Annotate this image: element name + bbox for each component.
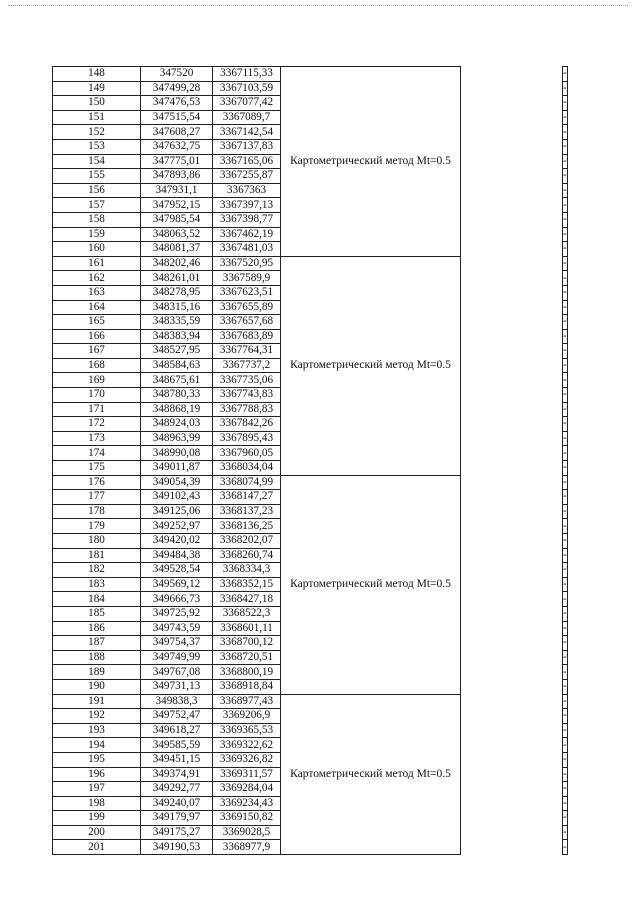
x-coordinate-cell: 348202,46 (141, 256, 213, 271)
column-gap (461, 752, 563, 767)
point-number-cell: 196 (53, 767, 141, 782)
column-gap (461, 81, 563, 96)
x-coordinate-cell: 348963,99 (141, 431, 213, 446)
note-cell: - (563, 563, 567, 576)
note-cell: - (563, 402, 567, 415)
note-cell: - (563, 607, 567, 620)
y-coordinate-cell: 3367481,03 (213, 242, 281, 257)
note-cell: - (563, 811, 567, 824)
y-coordinate-cell: 3367895,43 (213, 431, 281, 446)
point-number-cell: 168 (53, 358, 141, 373)
column-gap (461, 96, 563, 111)
column-gap (461, 431, 563, 446)
point-number-cell: 161 (53, 256, 141, 271)
y-coordinate-cell: 3369365,53 (213, 723, 281, 738)
x-coordinate-cell: 349484,38 (141, 548, 213, 563)
column-gap (461, 606, 563, 621)
point-number-cell: 164 (53, 300, 141, 315)
x-coordinate-cell: 349754,37 (141, 636, 213, 651)
point-number-cell: 165 (53, 315, 141, 330)
note-cell: - (563, 373, 567, 386)
method-cell: Картометрический метод Mt=0.5 (281, 694, 461, 855)
note-cell: - (563, 198, 567, 211)
column-gap (461, 67, 563, 82)
point-number-cell: 149 (53, 81, 141, 96)
column-gap (461, 650, 563, 665)
note-cell: - (563, 592, 567, 605)
note-cell: - (563, 344, 567, 357)
y-coordinate-cell: 3367398,77 (213, 212, 281, 227)
x-coordinate-cell: 347931,1 (141, 183, 213, 198)
x-coordinate-cell: 347893,86 (141, 169, 213, 184)
x-coordinate-cell: 349585,59 (141, 738, 213, 753)
column-gap (461, 504, 563, 519)
point-number-cell: 152 (53, 125, 141, 140)
note-cell: - (563, 461, 567, 474)
y-coordinate-cell: 3368137,23 (213, 504, 281, 519)
y-coordinate-cell: 3368918,84 (213, 679, 281, 694)
y-coordinate-cell: 3368074,99 (213, 475, 281, 490)
column-gap (461, 344, 563, 359)
x-coordinate-cell: 349125,06 (141, 504, 213, 519)
x-coordinate-cell: 348383,94 (141, 329, 213, 344)
x-coordinate-cell: 348990,08 (141, 446, 213, 461)
coordinates-table-body (53, 67, 568, 855)
column-gap (461, 709, 563, 724)
point-number-cell: 167 (53, 344, 141, 359)
y-coordinate-cell: 3367077,42 (213, 96, 281, 111)
column-gap (461, 840, 563, 855)
note-cell: - (563, 140, 567, 153)
x-coordinate-cell: 349054,39 (141, 475, 213, 490)
column-gap (461, 723, 563, 738)
point-number-cell: 180 (53, 534, 141, 549)
point-number-cell: 166 (53, 329, 141, 344)
point-number-cell: 179 (53, 519, 141, 534)
table-row (53, 694, 568, 709)
point-number-cell: 181 (53, 548, 141, 563)
point-number-cell: 201 (53, 840, 141, 855)
note-cell: - (563, 738, 567, 751)
y-coordinate-cell: 3367788,83 (213, 402, 281, 417)
column-gap (461, 402, 563, 417)
note-cell: - (563, 709, 567, 722)
note-cell: - (563, 490, 567, 503)
point-number-cell: 200 (53, 825, 141, 840)
coordinates-table (52, 66, 568, 855)
y-coordinate-cell: 3367089,7 (213, 110, 281, 125)
column-gap (461, 782, 563, 797)
x-coordinate-cell: 349767,08 (141, 665, 213, 680)
y-coordinate-cell: 3368202,07 (213, 534, 281, 549)
x-coordinate-cell: 347985,54 (141, 212, 213, 227)
point-number-cell: 160 (53, 242, 141, 257)
note-cell: - (563, 359, 567, 372)
x-coordinate-cell: 349175,27 (141, 825, 213, 840)
x-coordinate-cell: 347476,53 (141, 96, 213, 111)
y-coordinate-cell: 3367764,31 (213, 344, 281, 359)
y-coordinate-cell: 3368034,04 (213, 461, 281, 476)
x-coordinate-cell: 348278,95 (141, 285, 213, 300)
point-number-cell: 175 (53, 461, 141, 476)
y-coordinate-cell: 3367589,9 (213, 271, 281, 286)
note-cell: - (563, 548, 567, 561)
x-coordinate-cell: 349102,43 (141, 490, 213, 505)
point-number-cell: 188 (53, 650, 141, 665)
column-gap (461, 461, 563, 476)
x-coordinate-cell: 349725,92 (141, 606, 213, 621)
y-coordinate-cell: 3369206,9 (213, 709, 281, 724)
x-coordinate-cell: 347952,15 (141, 198, 213, 213)
y-coordinate-cell: 3369234,43 (213, 796, 281, 811)
column-gap (461, 577, 563, 592)
column-gap (461, 329, 563, 344)
column-gap (461, 300, 563, 315)
x-coordinate-cell: 348063,52 (141, 227, 213, 242)
note-cell: - (563, 621, 567, 634)
x-coordinate-cell: 349666,73 (141, 592, 213, 607)
note-cell: - (563, 154, 567, 167)
y-coordinate-cell: 3367137,83 (213, 139, 281, 154)
y-coordinate-cell: 3367683,89 (213, 329, 281, 344)
point-number-cell: 195 (53, 752, 141, 767)
column-gap (461, 125, 563, 140)
note-cell: - (563, 650, 567, 663)
point-number-cell: 174 (53, 446, 141, 461)
x-coordinate-cell: 349374,91 (141, 767, 213, 782)
method-cell: Картометрический метод Mt=0.5 (281, 256, 461, 475)
note-cell: - (563, 213, 567, 226)
note-cell: - (563, 840, 567, 853)
x-coordinate-cell: 348780,33 (141, 388, 213, 403)
y-coordinate-cell: 3367520,95 (213, 256, 281, 271)
point-number-cell: 159 (53, 227, 141, 242)
note-cell: - (563, 767, 567, 780)
note-cell: - (563, 125, 567, 138)
x-coordinate-cell: 348081,37 (141, 242, 213, 257)
column-gap (461, 665, 563, 680)
column-gap (461, 636, 563, 651)
point-number-cell: 162 (53, 271, 141, 286)
point-number-cell: 199 (53, 811, 141, 826)
point-number-cell: 169 (53, 373, 141, 388)
top-dotted-rule (8, 5, 628, 6)
point-number-cell: 154 (53, 154, 141, 169)
column-gap (461, 183, 563, 198)
y-coordinate-cell: 3367142,54 (213, 125, 281, 140)
x-coordinate-cell: 348584,63 (141, 358, 213, 373)
column-gap (461, 490, 563, 505)
point-number-cell: 198 (53, 796, 141, 811)
note-cell: - (563, 169, 567, 182)
column-gap (461, 388, 563, 403)
x-coordinate-cell: 347608,27 (141, 125, 213, 140)
x-coordinate-cell: 347515,54 (141, 110, 213, 125)
point-number-cell: 192 (53, 709, 141, 724)
column-gap (461, 621, 563, 636)
note-cell: - (563, 826, 567, 839)
point-number-cell: 148 (53, 67, 141, 82)
note-cell: - (563, 446, 567, 459)
note-cell: - (563, 271, 567, 284)
x-coordinate-cell: 348675,61 (141, 373, 213, 388)
note-cell: - (563, 636, 567, 649)
note-cell: - (563, 286, 567, 299)
point-number-cell: 151 (53, 110, 141, 125)
column-gap (461, 446, 563, 461)
point-number-cell: 193 (53, 723, 141, 738)
column-gap (461, 738, 563, 753)
y-coordinate-cell: 3367165,06 (213, 154, 281, 169)
point-number-cell: 153 (53, 139, 141, 154)
y-coordinate-cell: 3369322,62 (213, 738, 281, 753)
point-number-cell: 187 (53, 636, 141, 651)
column-gap (461, 796, 563, 811)
x-coordinate-cell: 349838,3 (141, 694, 213, 709)
y-coordinate-cell: 3368147,27 (213, 490, 281, 505)
note-cell: - (563, 505, 567, 517)
x-coordinate-cell: 349569,12 (141, 577, 213, 592)
column-gap (461, 767, 563, 782)
x-coordinate-cell: 349292,77 (141, 782, 213, 797)
x-coordinate-cell: 349618,27 (141, 723, 213, 738)
note-cell: - (563, 782, 567, 795)
x-coordinate-cell: 349420,02 (141, 534, 213, 549)
method-cell: Картометрический метод Mt=0.5 (281, 475, 461, 694)
y-coordinate-cell: 3369326,82 (213, 752, 281, 767)
column-gap (461, 548, 563, 563)
column-gap (461, 519, 563, 534)
x-coordinate-cell: 347499,28 (141, 81, 213, 96)
table-row (53, 67, 568, 82)
note-cell: - (563, 723, 567, 736)
y-coordinate-cell: 3367960,05 (213, 446, 281, 461)
y-coordinate-cell: 3368334,3 (213, 563, 281, 578)
note-cell: - (563, 694, 567, 707)
x-coordinate-cell: 348315,16 (141, 300, 213, 315)
note-cell: - (563, 227, 567, 240)
note-cell: - (563, 183, 567, 196)
column-gap (461, 256, 563, 271)
point-number-cell: 171 (53, 402, 141, 417)
note-cell: - (563, 256, 567, 269)
y-coordinate-cell: 3367255,87 (213, 169, 281, 184)
column-gap (461, 592, 563, 607)
x-coordinate-cell: 349252,97 (141, 519, 213, 534)
column-gap (461, 285, 563, 300)
column-gap (461, 475, 563, 490)
point-number-cell: 173 (53, 431, 141, 446)
note-cell: - (563, 796, 567, 809)
y-coordinate-cell: 3367397,13 (213, 198, 281, 213)
x-coordinate-cell: 349190,53 (141, 840, 213, 855)
point-number-cell: 150 (53, 96, 141, 111)
column-gap (461, 534, 563, 549)
y-coordinate-cell: 3367842,26 (213, 417, 281, 432)
column-gap (461, 169, 563, 184)
note-cell: - (563, 417, 567, 430)
y-coordinate-cell: 3368977,9 (213, 840, 281, 855)
y-coordinate-cell: 3367103,59 (213, 81, 281, 96)
point-number-cell: 155 (53, 169, 141, 184)
note-cell: - (563, 753, 567, 766)
x-coordinate-cell: 349731,13 (141, 679, 213, 694)
y-coordinate-cell: 3368427,18 (213, 592, 281, 607)
point-number-cell: 186 (53, 621, 141, 636)
x-coordinate-cell: 348261,01 (141, 271, 213, 286)
column-gap (461, 212, 563, 227)
y-coordinate-cell: 3367743,83 (213, 388, 281, 403)
point-number-cell: 182 (53, 563, 141, 578)
y-coordinate-cell: 3369311,57 (213, 767, 281, 782)
point-number-cell: 170 (53, 388, 141, 403)
note-cell: - (563, 110, 567, 123)
y-coordinate-cell: 3367655,89 (213, 300, 281, 315)
x-coordinate-cell: 347520 (141, 67, 213, 82)
column-gap (461, 154, 563, 169)
note-cell: - (563, 329, 567, 342)
point-number-cell: 176 (53, 475, 141, 490)
column-gap (461, 227, 563, 242)
point-number-cell: 189 (53, 665, 141, 680)
point-number-cell: 190 (53, 679, 141, 694)
column-gap (461, 139, 563, 154)
y-coordinate-cell: 3367735,06 (213, 373, 281, 388)
note-cell: - (563, 388, 567, 401)
y-coordinate-cell: 3368977,43 (213, 694, 281, 709)
point-number-cell: 191 (53, 694, 141, 709)
x-coordinate-cell: 349011,87 (141, 461, 213, 476)
point-number-cell: 183 (53, 577, 141, 592)
y-coordinate-cell: 3368700,12 (213, 636, 281, 651)
column-gap (461, 811, 563, 826)
y-coordinate-cell: 3368522,3 (213, 606, 281, 621)
x-coordinate-cell: 349451,15 (141, 752, 213, 767)
x-coordinate-cell: 348335,59 (141, 315, 213, 330)
y-coordinate-cell: 3367462,19 (213, 227, 281, 242)
column-gap (461, 315, 563, 330)
note-cell: - (563, 519, 567, 532)
y-coordinate-cell: 3367737,2 (213, 358, 281, 373)
y-coordinate-cell: 3369284,04 (213, 782, 281, 797)
point-number-cell: 197 (53, 782, 141, 797)
column-gap (461, 242, 563, 257)
column-gap (461, 198, 563, 213)
column-gap (461, 563, 563, 578)
y-coordinate-cell: 3368260,74 (213, 548, 281, 563)
y-coordinate-cell: 3368800,19 (213, 665, 281, 680)
note-cell: - (563, 300, 567, 313)
point-number-cell: 157 (53, 198, 141, 213)
note-cell: - (563, 67, 567, 80)
point-number-cell: 194 (53, 738, 141, 753)
note-cell: - (563, 315, 567, 328)
x-coordinate-cell: 349743,59 (141, 621, 213, 636)
x-coordinate-cell: 349752,47 (141, 709, 213, 724)
note-cell: - (563, 432, 567, 445)
point-number-cell: 177 (53, 490, 141, 505)
x-coordinate-cell: 348868,19 (141, 402, 213, 417)
column-gap (461, 694, 563, 709)
x-coordinate-cell: 348924,03 (141, 417, 213, 432)
note-cell: - (563, 577, 567, 590)
column-gap (461, 271, 563, 286)
y-coordinate-cell: 3368352,15 (213, 577, 281, 592)
y-coordinate-cell: 3369150,82 (213, 811, 281, 826)
y-coordinate-cell: 3369028,5 (213, 825, 281, 840)
note-cell: - (563, 534, 567, 547)
y-coordinate-cell: 3368136,25 (213, 519, 281, 534)
point-number-cell: 163 (53, 285, 141, 300)
point-number-cell: 178 (53, 504, 141, 519)
x-coordinate-cell: 349179,97 (141, 811, 213, 826)
column-gap (461, 825, 563, 840)
column-gap (461, 417, 563, 432)
column-gap (461, 358, 563, 373)
x-coordinate-cell: 347775,01 (141, 154, 213, 169)
column-gap (461, 373, 563, 388)
y-coordinate-cell: 3368720,51 (213, 650, 281, 665)
y-coordinate-cell: 3367115,33 (213, 67, 281, 82)
x-coordinate-cell: 347632,75 (141, 139, 213, 154)
point-number-cell: 185 (53, 606, 141, 621)
point-number-cell: 158 (53, 212, 141, 227)
point-number-cell: 156 (53, 183, 141, 198)
x-coordinate-cell: 349240,07 (141, 796, 213, 811)
x-coordinate-cell: 348527,95 (141, 344, 213, 359)
y-coordinate-cell: 3367363 (213, 183, 281, 198)
note-cell: - (563, 680, 567, 693)
table-row (53, 256, 568, 271)
note-cell: - (563, 475, 567, 488)
point-number-cell: 172 (53, 417, 141, 432)
note-cell: - (563, 81, 567, 94)
column-gap (461, 110, 563, 125)
method-cell: Картометрический метод Mt=0.5 (281, 67, 461, 257)
note-cell: - (563, 96, 567, 109)
x-coordinate-cell: 349528,54 (141, 563, 213, 578)
note-cell: - (563, 242, 567, 255)
column-gap (461, 679, 563, 694)
table-row (53, 475, 568, 490)
y-coordinate-cell: 3367657,68 (213, 315, 281, 330)
y-coordinate-cell: 3367623,51 (213, 285, 281, 300)
note-cell: - (563, 665, 567, 678)
point-number-cell: 184 (53, 592, 141, 607)
x-coordinate-cell: 349749,99 (141, 650, 213, 665)
y-coordinate-cell: 3368601,11 (213, 621, 281, 636)
